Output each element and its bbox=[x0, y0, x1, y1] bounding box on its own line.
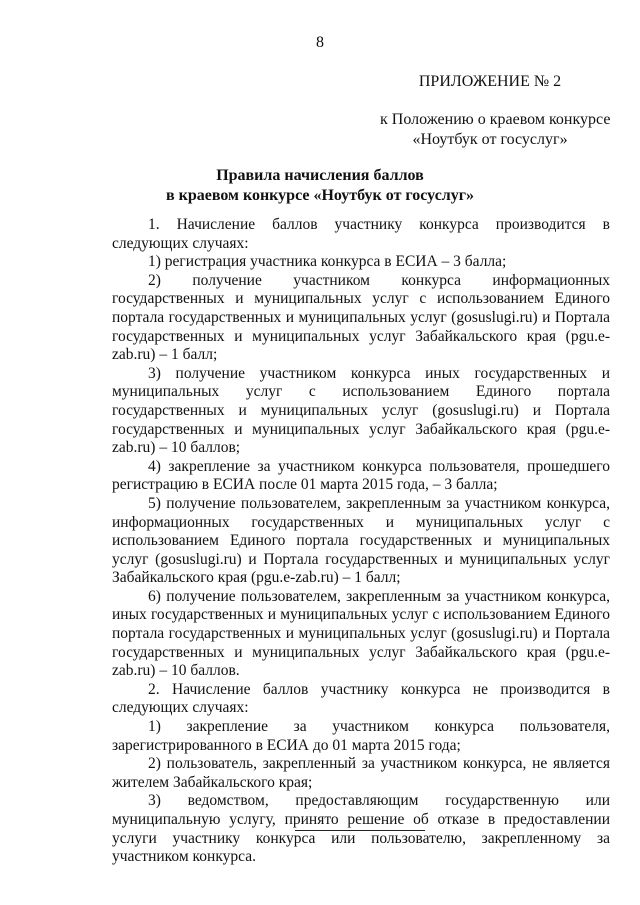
document-body bbox=[112, 216, 610, 867]
document-title bbox=[0, 166, 640, 206]
section-1-item-1: 1) регистрация участника конкурса в ЕСИА – 3 балла; bbox=[148, 253, 507, 271]
document-title-line-1: Правила начисления баллов bbox=[216, 167, 424, 184]
section-1-item-6: 6) получение пользователем, закрепленным за участником конкурса, иных государственных и муниципальных услуг с использованием Единого портала государственных и муниципальных услуг (gosuslugi.ru) и Портала государственных и муниципальных услуг Забайкальского края (pgu.e-zab.ru) – 10 баллов. bbox=[112, 587, 610, 680]
section-1-item-2: 2) получение участником конкурса информационных государственных и муниципальных услуг с использованием Единого портала государственных и муниципальных услуг (gosuslugi.ru) и Портала государственных и муниципальных услуг Забайкальского края (pgu.e-zab.ru) – 1 балл; bbox=[112, 271, 610, 364]
section-2-item-1: 1) закрепление за участником конкурса пользователя, зарегистрированного в ЕСИА до 01 марта 2015 года; bbox=[112, 718, 610, 754]
section-2-intro: 2. Начисление баллов участнику конкурса не производится в следующих случаях: bbox=[112, 680, 610, 717]
appendix-title: ПРИЛОЖЕНИЕ № 2 bbox=[418, 73, 562, 90]
section-1-item-4: 4) закрепление за участником конкурса пользователя, прошедшего регистрацию в ЕСИА после 01 марта 2015 года, – 3 балла; bbox=[112, 457, 610, 494]
appendix-header bbox=[380, 72, 611, 150]
page-number: 8 bbox=[316, 34, 324, 51]
section-2-item-3: 3) ведомством, предоставляющим государственную или муниципальную услугу, принято решение об отказе в предоставлении услуги участнику конкурса или пользователю, закрепленному за участником конкурса. bbox=[112, 792, 610, 866]
document-title-line-2: в краевом конкурсе «Ноутбук от госуслуг» bbox=[165, 187, 475, 204]
section-1-item-5: 5) получение пользователем, закрепленным за участником конкурса, информационных государственных и муниципальных услуг с использованием Единого портала государственных и муниципальных услуг (gosuslugi.ru) и Портала государственных и муниципальных услуг Забайкальского края (pgu.e-zab.ru) – 1 балл; bbox=[112, 494, 610, 587]
appendix-reference-line-1: к Положению о краевом конкурсе bbox=[380, 111, 611, 128]
appendix-reference-line-2: «Ноутбук от госуслуг» bbox=[412, 131, 568, 148]
section-1-intro: 1. Начисление баллов участнику конкурса производится в следующих случаях: bbox=[112, 216, 610, 252]
end-separator-line bbox=[295, 830, 425, 831]
section-1-item-3: 3) получение участником конкурса иных государственных и муниципальных услуг с использованием Единого портала государственных и муниципальных услуг (gosuslugi.ru) и Портала государственных и муниципальных услуг Забайкальского края (pgu.e-zab.ru) – 10 баллов; bbox=[112, 364, 610, 457]
section-2-item-2: 2) пользователь, закрепленный за участником конкурса, не является жителем Забайкальского края; bbox=[112, 755, 610, 791]
